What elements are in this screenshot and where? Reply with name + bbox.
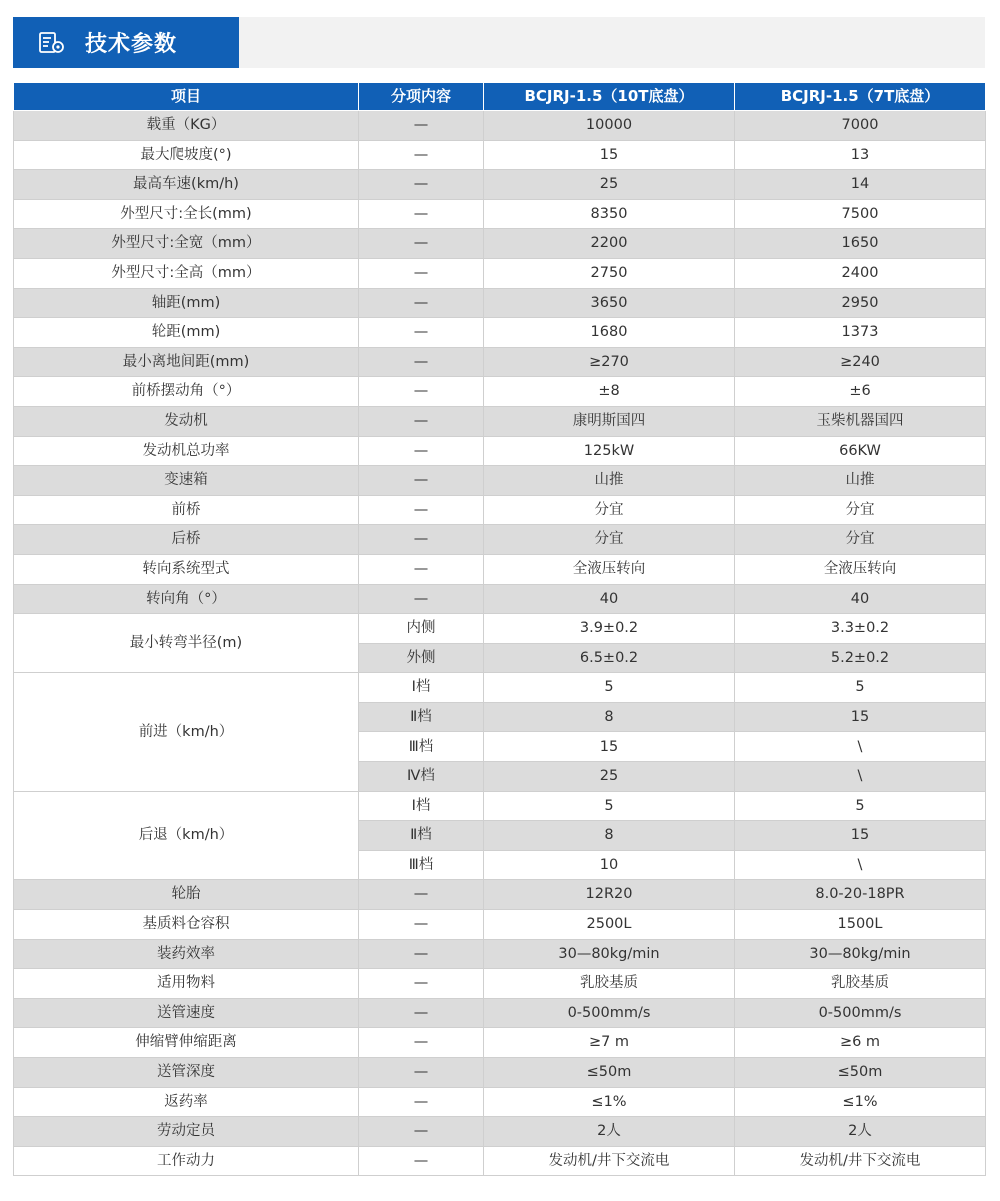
table-cell: —	[359, 1028, 484, 1058]
table-cell: —	[359, 170, 484, 200]
table-cell: Ⅳ档	[359, 762, 484, 792]
table-header-row	[14, 83, 986, 111]
table-cell: 8	[484, 821, 735, 851]
table-cell: 外型尺寸:全长(mm)	[14, 199, 359, 229]
table-cell: 2500L	[484, 910, 735, 940]
table-cell: 30—80kg/min	[735, 939, 986, 969]
table-cell: 5	[484, 673, 735, 703]
table-cell: 全液压转向	[484, 554, 735, 584]
table-cell: 125kW	[484, 436, 735, 466]
table-cell: Ⅱ档	[359, 821, 484, 851]
table-cell: Ⅲ档	[359, 732, 484, 762]
table-cell: 7500	[735, 199, 986, 229]
table-cell: 14	[735, 170, 986, 200]
table-cell: —	[359, 258, 484, 288]
table-cell: ≤1%	[484, 1087, 735, 1117]
table-cell: 适用物料	[14, 969, 359, 999]
table-cell: 内侧	[359, 614, 484, 644]
table-row	[14, 1117, 986, 1147]
table-cell: 外型尺寸:全高（mm）	[14, 258, 359, 288]
table-cell: 3650	[484, 288, 735, 318]
table-cell: —	[359, 140, 484, 170]
table-row	[14, 673, 986, 703]
table-cell: Ⅱ档	[359, 702, 484, 732]
table-cell: 最高车速(km/h)	[14, 170, 359, 200]
table-cell: 前桥	[14, 495, 359, 525]
table-cell: 8	[484, 702, 735, 732]
table-cell: \	[735, 762, 986, 792]
table-cell: ≤50m	[484, 1058, 735, 1088]
table-cell: 12R20	[484, 880, 735, 910]
table-row	[14, 466, 986, 496]
table-cell: —	[359, 229, 484, 259]
table-cell: —	[359, 347, 484, 377]
table-cell: ±6	[735, 377, 986, 407]
table-cell: ≤50m	[735, 1058, 986, 1088]
table-cell: 3.3±0.2	[735, 614, 986, 644]
table-cell: 10	[484, 850, 735, 880]
table-cell: 变速箱	[14, 466, 359, 496]
table-row	[14, 258, 986, 288]
table-cell: 2200	[484, 229, 735, 259]
table-cell: 康明斯国四	[484, 406, 735, 436]
table-cell: —	[359, 495, 484, 525]
table-cell: 2950	[735, 288, 986, 318]
table-cell: —	[359, 377, 484, 407]
table-cell: 66KW	[735, 436, 986, 466]
table-cell: 发动机/井下交流电	[735, 1146, 986, 1176]
table-cell: ≤1%	[735, 1087, 986, 1117]
table-cell: 7000	[735, 111, 986, 141]
table-cell: —	[359, 910, 484, 940]
table-cell: 分宜	[735, 495, 986, 525]
table-cell: 30—80kg/min	[484, 939, 735, 969]
table-cell: 山推	[735, 466, 986, 496]
table-cell: 山推	[484, 466, 735, 496]
table-cell: 装药效率	[14, 939, 359, 969]
table-cell: 外侧	[359, 643, 484, 673]
table-cell: 基质料仓容积	[14, 910, 359, 940]
table-cell: —	[359, 584, 484, 614]
table-cell: 13	[735, 140, 986, 170]
table-row	[14, 554, 986, 584]
table-cell: 25	[484, 170, 735, 200]
table-row	[14, 140, 986, 170]
header-cell: BCJRJ-1.5（7T底盘）	[735, 83, 986, 111]
table-cell: 40	[735, 584, 986, 614]
table-cell: 8350	[484, 199, 735, 229]
table-cell: 转向系统型式	[14, 554, 359, 584]
table-cell: —	[359, 466, 484, 496]
table-cell: —	[359, 288, 484, 318]
table-cell: —	[359, 969, 484, 999]
table-cell: 后桥	[14, 525, 359, 555]
table-row	[14, 939, 986, 969]
table-cell: 劳动定员	[14, 1117, 359, 1147]
table-cell: —	[359, 436, 484, 466]
table-cell: 乳胶基质	[735, 969, 986, 999]
table-cell: 2人	[735, 1117, 986, 1147]
table-cell: —	[359, 1146, 484, 1176]
table-cell: —	[359, 525, 484, 555]
table-cell: 0-500mm/s	[735, 998, 986, 1028]
section-title: 技术参数	[85, 32, 178, 57]
table-cell: Ⅰ档	[359, 791, 484, 821]
table-cell: —	[359, 554, 484, 584]
table-cell: 15	[484, 732, 735, 762]
table-cell: 最小离地间距(mm)	[14, 347, 359, 377]
table-cell: Ⅰ档	[359, 673, 484, 703]
table-cell: 轮距(mm)	[14, 318, 359, 348]
table-cell: —	[359, 111, 484, 141]
table-row	[14, 969, 986, 999]
table-row	[14, 910, 986, 940]
table-cell: 5	[735, 673, 986, 703]
table-cell: 0-500mm/s	[484, 998, 735, 1028]
header-cell: 项目	[14, 83, 359, 111]
table-row	[14, 1146, 986, 1176]
table-cell: 3.9±0.2	[484, 614, 735, 644]
table-cell: 送管深度	[14, 1058, 359, 1088]
table-cell: 15	[484, 140, 735, 170]
spec-table	[13, 82, 986, 1176]
table-cell: 发动机总功率	[14, 436, 359, 466]
table-cell: 外型尺寸:全宽（mm）	[14, 229, 359, 259]
table-cell: ≥6 m	[735, 1028, 986, 1058]
table-cell: 2400	[735, 258, 986, 288]
table-cell: 乳胶基质	[484, 969, 735, 999]
table-cell: 送管速度	[14, 998, 359, 1028]
table-cell: 返药率	[14, 1087, 359, 1117]
table-row	[14, 880, 986, 910]
table-cell: ≥7 m	[484, 1028, 735, 1058]
table-row	[14, 495, 986, 525]
table-cell: 发动机/井下交流电	[484, 1146, 735, 1176]
table-cell: 转向角（°）	[14, 584, 359, 614]
table-cell: 最大爬坡度(°)	[14, 140, 359, 170]
table-row	[14, 288, 986, 318]
table-row	[14, 436, 986, 466]
section-header-tab	[13, 17, 239, 68]
table-cell: —	[359, 1058, 484, 1088]
table-cell: 15	[735, 702, 986, 732]
table-cell: 5	[484, 791, 735, 821]
table-row	[14, 347, 986, 377]
table-cell: —	[359, 1087, 484, 1117]
table-cell: ±8	[484, 377, 735, 407]
table-cell: 轴距(mm)	[14, 288, 359, 318]
table-cell: —	[359, 318, 484, 348]
table-cell: —	[359, 939, 484, 969]
table-cell: —	[359, 880, 484, 910]
table-row	[14, 1058, 986, 1088]
table-cell: 5.2±0.2	[735, 643, 986, 673]
table-cell: 最小转弯半径(m)	[14, 614, 359, 673]
table-row	[14, 199, 986, 229]
table-row	[14, 170, 986, 200]
document-settings-icon	[39, 32, 65, 54]
table-cell: 分宜	[735, 525, 986, 555]
table-cell: ≥270	[484, 347, 735, 377]
table-row	[14, 111, 986, 141]
table-row	[14, 791, 986, 821]
table-cell: Ⅲ档	[359, 850, 484, 880]
table-cell: 分宜	[484, 525, 735, 555]
table-cell: 1650	[735, 229, 986, 259]
table-cell: 40	[484, 584, 735, 614]
table-cell: 玉柴机器国四	[735, 406, 986, 436]
table-cell: 2人	[484, 1117, 735, 1147]
table-row	[14, 525, 986, 555]
table-cell: 1373	[735, 318, 986, 348]
table-cell: 1500L	[735, 910, 986, 940]
table-cell: 1680	[484, 318, 735, 348]
header-cell: BCJRJ-1.5（10T底盘）	[484, 83, 735, 111]
table-row	[14, 998, 986, 1028]
header-cell: 分项内容	[359, 83, 484, 111]
table-cell: 全液压转向	[735, 554, 986, 584]
table-cell: 5	[735, 791, 986, 821]
table-cell: —	[359, 199, 484, 229]
table-cell: 前进（km/h）	[14, 673, 359, 791]
table-cell: 15	[735, 821, 986, 851]
table-row	[14, 229, 986, 259]
table-cell: 2750	[484, 258, 735, 288]
table-cell: 分宜	[484, 495, 735, 525]
table-cell: 伸缩臂伸缩距离	[14, 1028, 359, 1058]
table-row	[14, 584, 986, 614]
table-cell: 轮胎	[14, 880, 359, 910]
table-row	[14, 377, 986, 407]
table-row	[14, 318, 986, 348]
table-cell: —	[359, 406, 484, 436]
table-cell: 发动机	[14, 406, 359, 436]
table-cell: 工作动力	[14, 1146, 359, 1176]
table-cell: 10000	[484, 111, 735, 141]
table-row	[14, 1087, 986, 1117]
table-cell: \	[735, 850, 986, 880]
table-cell: 25	[484, 762, 735, 792]
table-cell: \	[735, 732, 986, 762]
table-body	[14, 111, 986, 1176]
table-row	[14, 614, 986, 644]
table-cell: 8.0-20-18PR	[735, 880, 986, 910]
table-cell: ≥240	[735, 347, 986, 377]
table-cell: —	[359, 998, 484, 1028]
table-row	[14, 1028, 986, 1058]
table-cell: 前桥摆动角（°）	[14, 377, 359, 407]
table-cell: —	[359, 1117, 484, 1147]
table-cell: 载重（KG）	[14, 111, 359, 141]
table-row	[14, 406, 986, 436]
table-cell: 6.5±0.2	[484, 643, 735, 673]
table-cell: 后退（km/h）	[14, 791, 359, 880]
